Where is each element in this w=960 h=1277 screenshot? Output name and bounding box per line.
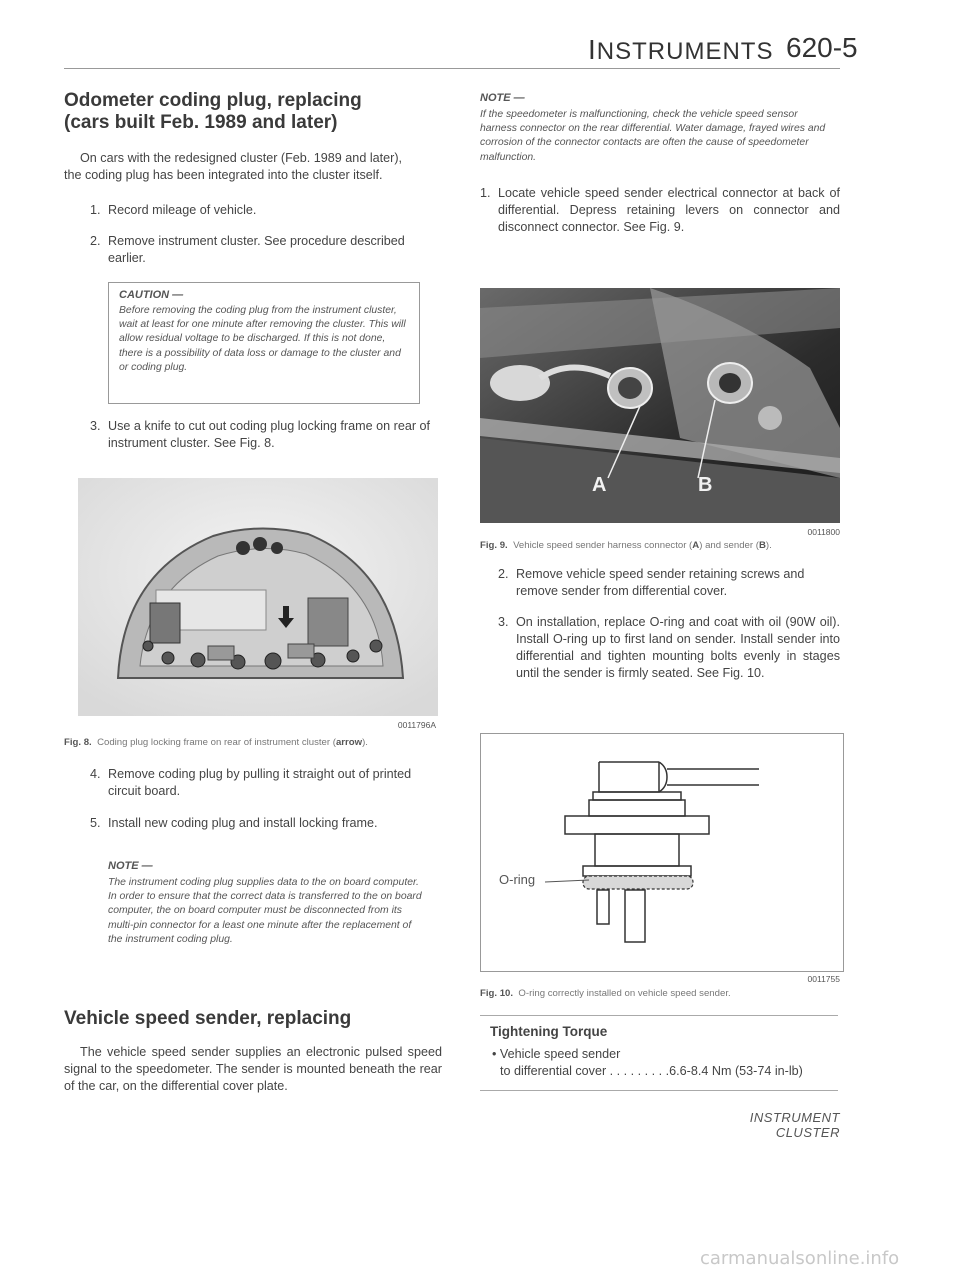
left-step-5 (90, 815, 440, 832)
caution-heading: CAUTION — (119, 289, 184, 301)
note-text: The instrument coding plug supplies data to the on board computer. In order to ensure that the correct data is transferred to the on board computer, the on board computer must be disconnected from its multi-pin connector for a least one minute after the replacement of the instrument coding plug. (108, 877, 422, 945)
page-number: 620-5 (786, 32, 858, 63)
figure-10-label: Fig. 10. (480, 988, 514, 999)
figure-9-caption-part2: ) and sender ( (699, 540, 759, 551)
figure-8-caption (64, 737, 454, 748)
header-title-rest: NSTRUMENTS (596, 38, 774, 65)
figure-9-caption-part1: Vehicle speed sender harness connector ( (513, 540, 693, 551)
right-step-1 (480, 185, 840, 236)
figure-9-caption (480, 540, 850, 551)
step-number: 4. (90, 767, 101, 781)
note-text: If the speedometer is malfunctioning, check the vehicle speed sensor harness connector on the rear differential. Water damage, frayed wires and corrosion of the connector contacts are often the cause of speedometer malfunction. (480, 109, 826, 163)
section-title-line1: Odometer coding plug, replacing (64, 90, 362, 111)
step-text: Use a knife to cut out coding plug locking frame on rear of instrument cluster. See Fig. 8. (108, 419, 431, 450)
figure-9-caption-part3: ). (765, 540, 772, 551)
step-text: On installation, replace O-ring and coat with oil (90W oil). Install O-ring up to first land on sender. Install sender into differential and tighten mounting bolts evenly in stages until the sender is firmly seated. See Fig. 10. (516, 615, 840, 680)
figure-8-label: Fig. 8. (64, 737, 92, 748)
o-ring-label: O-ring (499, 872, 536, 887)
speed-sender-intro: The vehicle speed sender supplies an electronic pulsed speed signal to the speedometer. The sender is mounted beneath the rear of the car, on the differential cover plate. (64, 1045, 442, 1093)
figure-8-code: 0011796A (397, 720, 436, 730)
torque-spec (492, 1046, 842, 1080)
figure-8-caption-arrow: arrow (335, 737, 363, 748)
left-step-4 (90, 766, 440, 800)
step-number: 3. (90, 419, 101, 433)
step-number: 1. (480, 186, 491, 200)
note-heading: NOTE — (480, 92, 525, 104)
step-text: Locate vehicle speed sender electrical connector at back of differential. Depress retaining levers on connector and disconnect connector. See Fig. 9. (498, 186, 840, 234)
section-title-speed-sender: Vehicle speed sender, replacing (64, 1008, 352, 1029)
figure-9-caption-a: A (692, 540, 700, 551)
section-title-coding-plug (64, 90, 362, 134)
step-number: 2. (498, 567, 509, 581)
figure-9-label: Fig. 9. (480, 540, 508, 551)
torque-item-line1: • Vehicle speed sender (492, 1047, 621, 1061)
intro-line2: the coding plug has been integrated into the cluster itself. (64, 168, 383, 182)
caution-box (108, 282, 420, 404)
note-speedometer (480, 92, 835, 165)
left-step-3 (90, 418, 440, 452)
step-number: 3. (498, 615, 509, 629)
figure-10-diagram (480, 733, 844, 972)
torque-rule-top (480, 1015, 838, 1016)
note-coding-plug (108, 860, 428, 947)
right-step-3 (498, 614, 840, 682)
right-step-2 (498, 566, 840, 600)
header-title-initial: I (588, 34, 597, 65)
step-text: Remove vehicle speed sender retaining screws and remove sender from differential cover. (516, 567, 805, 598)
figure-9-label-a: A (592, 474, 607, 496)
caution-text: Before removing the coding plug from the instrument cluster, wait at least for one minute after removing the cluster. This will allow residual voltage to be discharged. If this is not done, there is a possibility of data loss or damage to the cluster and or coding plug. (119, 305, 406, 373)
step-number: 1. (90, 203, 101, 217)
torque-heading: Tightening Torque (490, 1024, 608, 1039)
step-text: Install new coding plug and install locking frame. (108, 816, 378, 830)
step-text: Record mileage of vehicle. (108, 203, 257, 217)
torque-item-line2: to differential cover . . . . . . . . .6.6-8.4 Nm (53-74 in-lb) (500, 1064, 803, 1078)
section-title-line2: (cars built Feb. 1989 and later) (64, 112, 338, 133)
figure-10-caption (480, 988, 850, 999)
figure-8-caption-end: ). (362, 737, 368, 748)
step-text: Remove coding plug by pulling it straight out of printed circuit board. (108, 767, 412, 798)
step-number: 5. (90, 816, 101, 830)
figure-10-code: 0011755 (807, 974, 840, 984)
header-rule (64, 68, 840, 69)
figure-9-label-b: B (698, 474, 713, 496)
left-step-1 (90, 202, 440, 219)
figure-8-photo (78, 478, 438, 716)
speed-sender-drawing (481, 734, 843, 971)
torque-rule-bottom (480, 1090, 838, 1091)
running-header-title (588, 34, 773, 66)
note-heading: NOTE — (108, 860, 153, 872)
figure-9-caption-b: B (758, 540, 766, 551)
step-text: Remove instrument cluster. See procedure described earlier. (108, 234, 405, 265)
speed-sender-photo-illustration (480, 288, 840, 523)
step-number: 2. (90, 234, 101, 248)
figure-9-photo (480, 288, 840, 523)
figure-10-caption-text: O-ring correctly installed on vehicle speed sender. (518, 988, 731, 999)
intro-line1: On cars with the redesigned cluster (Feb. 1989 and later), (80, 151, 403, 165)
intro-paragraph (64, 150, 444, 184)
instrument-cluster-illustration (78, 478, 438, 716)
left-step-2 (90, 233, 440, 267)
watermark: carmanualsonline.info (700, 1248, 900, 1269)
figure-9-code: 0011800 (807, 527, 840, 537)
figure-8-caption-text: Coding plug locking frame on rear of instrument cluster ( (97, 737, 336, 748)
footer-section-name: INSTRUMENT CLUSTER (749, 1110, 840, 1140)
